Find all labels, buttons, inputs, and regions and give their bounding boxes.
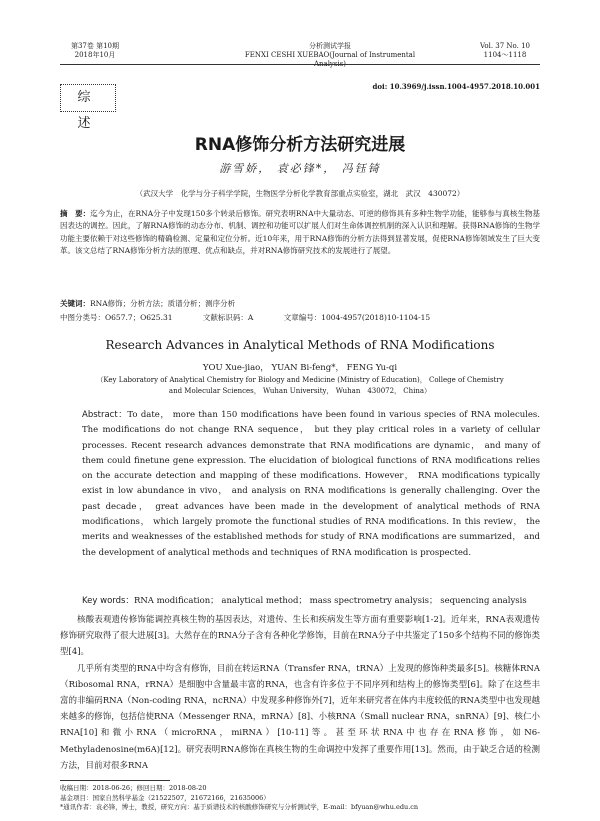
english-authors: YOU Xue-jiao， YUAN Bi-feng*， FENG Yu-qi — [202, 363, 398, 373]
header-journal-en: FENXI CESHI XUEBAO(Journal of Instrumental Analysis) — [244, 51, 416, 68]
article-authors: 游雪娇， 袁必锋*， 冯钰锜 — [219, 162, 381, 175]
article-id: 文章编号：1004-4957(2018)10-1104-15 — [283, 313, 431, 322]
section-label-box: 综 述 — [60, 84, 116, 112]
english-abstract-label: Abstract： — [82, 410, 128, 420]
body-paragraph-1: 核酸表观遗传修饰能调控真核生物的基因表达，对遗传、生长和疾病发生等方面有重要影响[1-2]。近年来，RNA表观遗传修饰研究取得了很大进展[3]。大然存在的RNA分子含有各种化学修饰，目前在RNA分子中共鉴定了150多个结构不同的修饰类型[4]。 — [60, 615, 540, 658]
doc-code: 文献标识码：A — [202, 313, 254, 322]
footnote-received: 收稿日期：2018-06-26；修回日期：2018-08-20 — [60, 784, 207, 792]
cn-abstract-label: 摘 要： — [60, 209, 91, 218]
cn-abstract-text: 迄今为止，在RNA分子中发现150多个转录后修饰。研究表明RNA中大量动态、可逆的修饰具有多种生物学功能，能够参与真核生物基因表达的调控。因此，了解RNA修饰的动态分布、机制、调控和功能可以扩展人们对生命体调控机制的深入认识和理解。获得RNA修饰的生物学功能主要依赖于对这些修饰的精确检测、定量和定位分析。近10年来，用于RNA修饰的分析方法得到显著发展，促使RNA修饰领域发生了巨大变革。该文总结了RNA修饰分析方法的原理、优点和缺点，并对RNA修饰研究技术的发展进行了展望。 — [60, 209, 540, 255]
header-pages — [470, 42, 540, 60]
english-affiliation: （Key Laboratory of Analytical Chemistry for Biology and Medicine (Ministry of Education)， College of Chemistry and Molecular Sciences， Wuhan University， Wuhan 430072， China） — [96, 376, 504, 395]
english-keywords-text: RNA modification； analytical method； mass spectrometry analysis； sequencing analysis — [133, 596, 527, 606]
english-title: Research Advances in Analytical Methods of RNA Modifications — [105, 338, 495, 352]
header-volume — [60, 42, 130, 60]
cn-keywords — [60, 298, 540, 309]
classification-line — [60, 312, 540, 323]
article-affiliation: （武汉大学 化学与分子科学学院，生物医学分析化学教育部重点实验室，湖北 武汉 430072） — [135, 189, 465, 198]
header-date-line: 2018年10月 — [74, 51, 116, 59]
english-abstract — [82, 408, 540, 561]
article-title: RNA修饰分析方法研究进展 — [194, 135, 406, 155]
english-keywords — [82, 594, 540, 606]
cn-keywords-text: RNA修饰；分析方法；质谱分析；测序分析 — [90, 299, 236, 308]
header-page-range: 1104～1118 — [483, 51, 527, 59]
header-journal-cn: 分析测试学报 — [309, 42, 351, 50]
cn-keywords-label: 关键词： — [60, 299, 90, 308]
cls-number: 中图分类号：O657.7；O625.31 — [60, 313, 173, 322]
header-volume-line: 第37卷 第10期 — [70, 42, 120, 50]
footnotes — [60, 784, 540, 813]
running-header — [60, 42, 540, 68]
english-keywords-label: Key words： — [82, 596, 134, 606]
body-text — [60, 612, 540, 774]
header-vol-en: Vol. 37 No. 10 — [479, 42, 531, 50]
cn-abstract — [60, 208, 540, 257]
english-abstract-text: To date， more than 150 modifications have been found in various species of RNA molecules. The modifications do not change RNA sequence， but they play critical roles in a variety of cellular processes. Recent research advances demonstrate that RNA modifications are dynamic， and many of them could finetune gene expression. The elucidation of biological functions of RNA modifications relies on the accurate detection and mapping of these modifications. However， RNA modifications typically exist in low abundance in vivo， and analysis on RNA modifications is generally challenging. Over the past decade， great advances have been made in the development of analytical methods of RNA modifications， which largely promote the functional studies of RNA modifications. In this review， the merits and weaknesses of the established methods for study of RNA modifications are summarized， and the development of analytical methods and techniques of RNA modification is prospected. — [82, 410, 540, 558]
doi-line[interactable]: doi: 10.3969/j.issn.1004-4957.2018.10.001 — [372, 82, 540, 91]
body-paragraph-2: 几乎所有类型的RNA中均含有修饰，目前在转运RNA（Transfer RNA，tRNA）上发现的修饰种类最多[5]。核糖体RNA（Ribosomal RNA，rRNA）是细胞中含量最丰富的RNA，也含有许多位于不同序列和结构上的修饰类型[6]。除了在这些丰富的非编码RNA（Non-coding RNA，ncRNA）中发现多种修饰外[7]，近年来研究者在体内丰度较低的RNA类型中也发现越来越多的修饰，包括信使RNA（Messenger RNA，mRNA）[8]、小核RNA（Small nuclear RNA，snRNA）[9]、核仁小RNA[10]和微小RNA（microRNA，miRNA）[10-11]等。甚至环状RNA中也存在RNA修饰，如N6-Methyladenosine(m6A)[12]。研究表明RNA修饰在真核生物的生命调控中发挥了重要作用[13]。然而，由于缺乏合适的检测方法，目前对很多RNA — [60, 663, 540, 771]
header-divider — [60, 64, 540, 65]
footnote-correspondence: *通讯作者：袁必锋，博士，教授，研究方向：基于质谱技术的核酸修饰研究与分析测试学，E-mail：bfyuan@whu.edu.cn — [60, 803, 419, 811]
footnote-divider — [60, 780, 170, 781]
footnote-funding: 基金项目：国家自然科学基金（21522507，21672166，21635006） — [60, 793, 270, 802]
